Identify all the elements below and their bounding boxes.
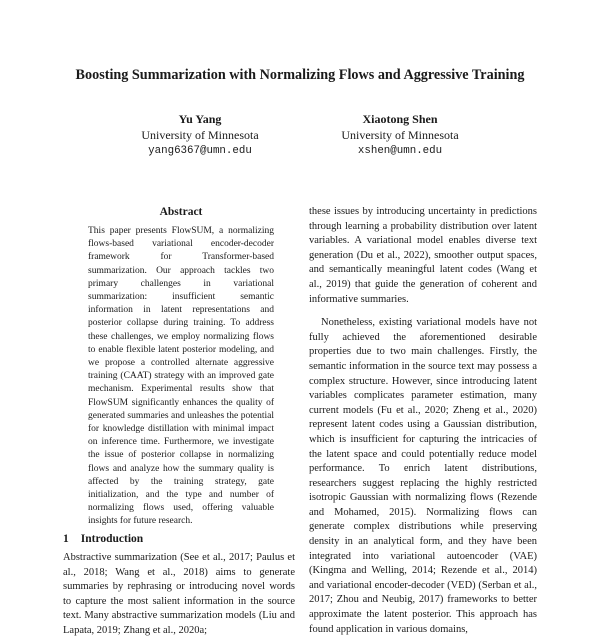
- author-affiliation: University of Minnesota: [341, 128, 459, 142]
- section-heading-introduction: [63, 533, 143, 545]
- paper-title: Boosting Summarization with Normalizing Flows and Aggressive Training: [75, 67, 525, 83]
- introduction-text: Abstractive summarization (See et al., 2017; Paulus et al., 2018; Wang et al., 2018) aims to generate summaries by rephrasing or introducing novel words to capture the most salient information in the source text. Many abstractive summarization models (Liu and Lapata, 2019; Zhang et al., 2020a;: [63, 552, 295, 636]
- author-email: yang6367@umn.edu: [148, 145, 252, 157]
- author-name: Xiaotong Shen: [362, 112, 438, 126]
- abstract-text: This paper presents FlowSUM, a normalizing flows-based variational encoder-decoder framework for Transformer-based summarization. Our approach tackles two primary challenges in variational summarization: insufficient semantic information in latent representations and posterior collapse during training. To address these challenges, we employ normalizing flows to enable flexible latent posterior modeling, and we propose a controlled alternate aggressive training (CAAT) strategy with an improved gate mechanism. Experimental results show that FlowSUM significantly enhances the quality of generated summaries and unleashes the potential for knowledge distillation with minimal impact on inference time. Furthermore, we investigate the issue of posterior collapse in normalizing flows and analyze how the summary quality is affected by the training strategy, gate initialization, and the type and number of normalizing flows used, offering valuable insights for future research.: [88, 226, 274, 527]
- right-column: [309, 205, 537, 637]
- author-name: Yu Yang: [178, 112, 222, 126]
- author-affiliation: University of Minnesota: [141, 128, 259, 142]
- author-block: [280, 111, 520, 159]
- abstract-heading: Abstract: [159, 206, 203, 218]
- section-number: 1: [63, 533, 69, 545]
- paragraph: these issues by introducing uncertainty in predictions through learning a probability distribution over latent variables. A variational model enables diverse text generation (Du et al., 2022), smoother output spaces, and semantically meaningful latent codes (Wang et al., 2019) that guide the generation of coherent and informative summaries.: [309, 206, 537, 305]
- paragraph: Nonetheless, existing variational models have not fully achieved the aforementioned desirable properties due to two main challenges. Firstly, the semantic information in the source text may possess a complex structure. However, since introducing latent variables complicates parameter estimation, many current models (Fu et al., 2020; Zheng et al., 2020) represent latent codes using a Gaussian distribution, which is insufficient for capturing the intricacies of the latent space and could potentially reduce model performance. To enrich latent distributions, researchers suggest replacing the highly restricted isotropic Gaussian with normalizing flows (Rezende and Mohamed, 2015). Normalizing flows can generate complex distributions while preserving density in an analytical form, and they have been integrated into variational autoencoder (VAE) (Kingma and Welling, 2014; Rezende et al., 2014) and variational encoder-decoder (VED) (Serban et al., 2017; Zhou and Neubig, 2017) frameworks to better approximate the latent posterior. This approach has found application in various domains,: [309, 317, 537, 635]
- author-email: xshen@umn.edu: [357, 145, 443, 157]
- section-title: Introduction: [80, 533, 144, 545]
